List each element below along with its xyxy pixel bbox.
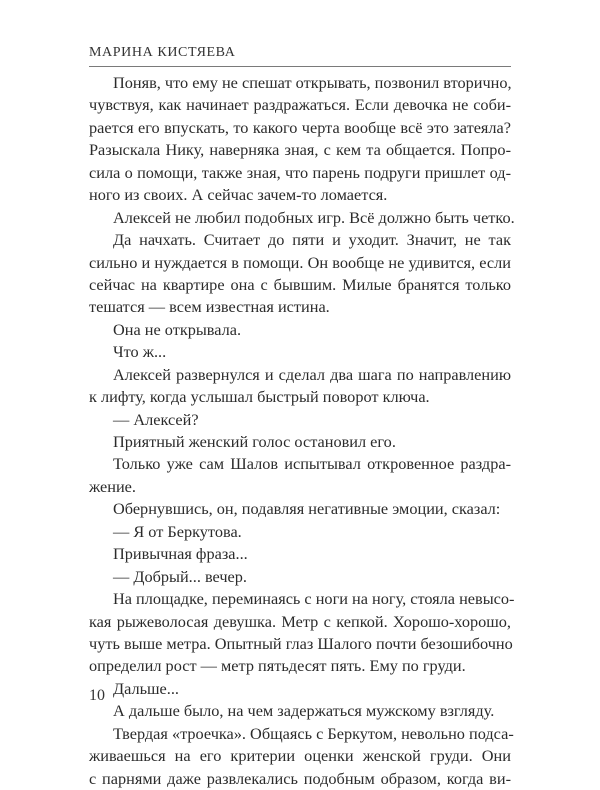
- text-line: ного из своих. А сейчас зачем-то ломается.: [89, 185, 388, 205]
- text-line: На площадке, переминаясь с ноги на ногу, стояла невысо-: [113, 589, 515, 609]
- text-line: Обернувшись, он, подавляя негативные эмоции, сказал:: [113, 499, 501, 519]
- running-header-author: МАРИНА КИСТЯЕВА: [89, 45, 236, 60]
- text-line: Только уже сам Шалов испытывал откровенное раздра-: [113, 454, 511, 474]
- page-number: 10: [89, 687, 105, 704]
- text-line: определил рост — метр пятьдесят пять. Ему по груди.: [89, 656, 466, 676]
- text-line: Привычная фраза...: [113, 544, 248, 564]
- header-rule: [89, 66, 511, 67]
- text-line: Она не открывала.: [113, 319, 242, 339]
- text-line: — Я от Беркутова.: [113, 521, 242, 541]
- text-line: Алексей не любил подобных игр. Всё должно быть четко.: [113, 207, 515, 227]
- body-text: [89, 72, 515, 790]
- text-line: живаешься на его критерии оценки женской груди. Они: [89, 746, 511, 766]
- text-line: Твердая «троечка». Общаясь с Беркутом, невольно подса-: [113, 723, 514, 743]
- text-line: рается его впускать, то какого черта вообще всё это затеяла?: [89, 117, 511, 137]
- text-line: Алексей развернулся и сделал два шага по направлению: [113, 364, 511, 384]
- text-line: — Алексей?: [113, 409, 199, 429]
- text-line: сила о помощи, также зная, что парень подруги пришлет од-: [89, 162, 511, 182]
- text-line: чуть выше метра. Опытный глаз Шалого почти безошибочно: [89, 633, 513, 653]
- text-line: Приятный женский голос остановил его.: [113, 432, 396, 451]
- text-line: А дальше было, на чем задержаться мужскому взгляду.: [113, 701, 495, 721]
- text-line: Дальше...: [113, 678, 179, 698]
- text-line: тешатся — всем известная истина.: [89, 297, 330, 317]
- text-line: чувствуя, как начинает раздражаться. Если девочка не соби-: [89, 95, 511, 115]
- text-line: — Добрый... вечер.: [113, 566, 247, 586]
- text-line: Что ж...: [113, 342, 167, 362]
- text-line: Разыскала Нику, наверняка зная, с кем та общается. Попро-: [89, 140, 511, 160]
- text-line: сейчас на квартире она с бывшим. Милые бранятся только: [89, 274, 511, 294]
- text-line: с парнями даже развлекались подобным образом, когда ви-: [89, 768, 511, 788]
- text-line: жение.: [89, 476, 136, 496]
- text-line: сильно и нуждается в помощи. Он вообще не удивится, если: [89, 252, 511, 272]
- text-line: кая рыжеволосая девушка. Метр с кепкой. Хорошо-хорошо,: [89, 611, 511, 631]
- text-line: Да начхать. Считает до пяти и уходит. Значит, не так: [113, 230, 511, 250]
- text-line: Поняв, что ему не спешат открывать, позвонил вторично,: [113, 73, 512, 92]
- text-line: к лифту, когда услышал быстрый поворот ключа.: [89, 387, 430, 407]
